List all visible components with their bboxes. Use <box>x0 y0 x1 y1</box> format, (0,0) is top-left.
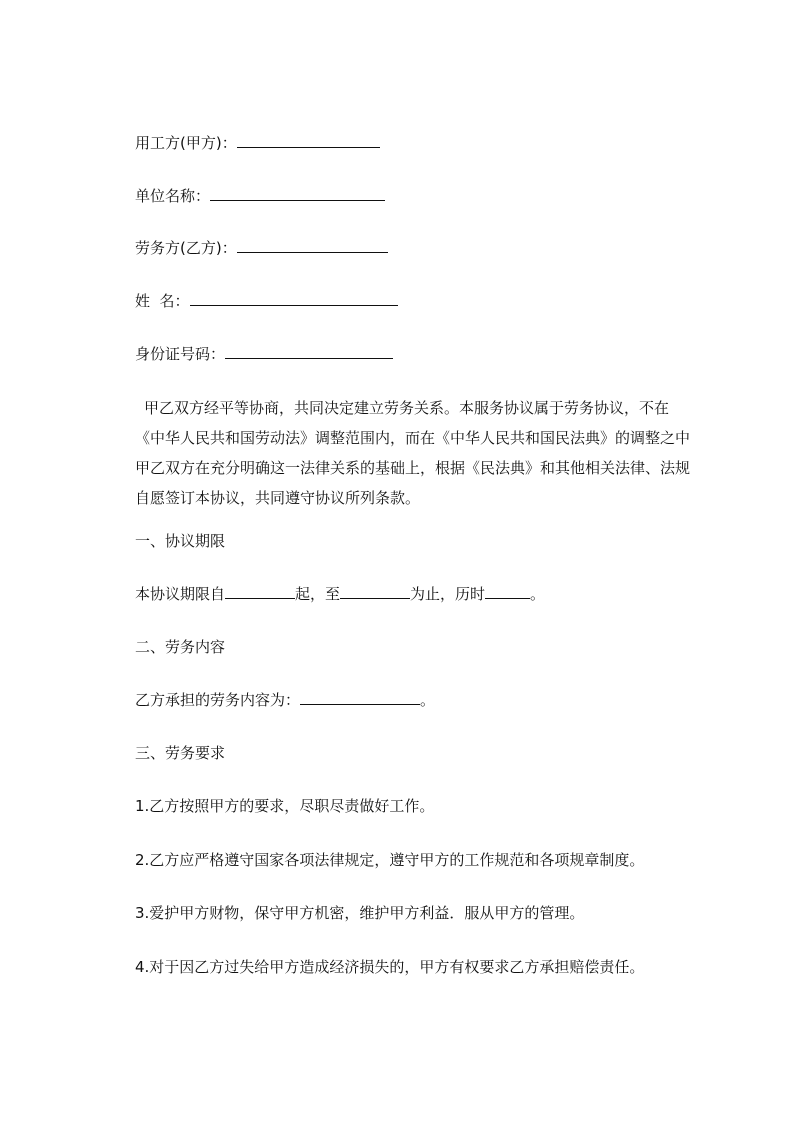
start-date-blank[interactable] <box>225 584 295 599</box>
intro-line: 甲乙双方经平等协商，共同决定建立劳务关系。本服务协议属于劳务协议，不在 <box>144 399 670 417</box>
name-label: 姓 名： <box>135 292 190 310</box>
employer-blank[interactable] <box>237 133 380 148</box>
term-clause <box>135 584 545 604</box>
id-number-label: 身份证号码： <box>135 345 226 363</box>
name-field <box>135 291 398 311</box>
requirement-item-2: 2.乙方应严格遵守国家各项法律规定，遵守甲方的工作规范和各项规章制度。 <box>135 851 645 869</box>
intro-paragraph <box>135 393 691 513</box>
term-text-end: 。 <box>530 585 546 603</box>
id-number-blank[interactable] <box>225 344 393 359</box>
id-number-field <box>135 344 393 364</box>
unit-name-label: 单位名称： <box>135 187 211 205</box>
section3-heading: 三、劳务要求 <box>135 744 226 762</box>
unit-name-blank[interactable] <box>210 186 385 201</box>
content-text: 乙方承担的劳务内容为： <box>135 691 301 709</box>
content-text-end: 。 <box>420 691 436 709</box>
section2-heading: 二、劳务内容 <box>135 638 226 656</box>
term-text-until: 为止，历时 <box>410 585 486 603</box>
requirement-item-4: 4.对于因乙方过失给甲方造成经济损失的，甲方有权要求乙方承担赔偿责任。 <box>135 958 645 976</box>
unit-name-field <box>135 186 385 206</box>
intro-line: 自愿签订本协议，共同遵守协议所列条款。 <box>135 489 421 507</box>
intro-line: 《中华人民共和国劳动法》调整范围内，而在《中华人民共和国民法典》的调整之中 <box>135 429 691 447</box>
employer-field <box>135 133 380 153</box>
content-blank[interactable] <box>300 690 420 705</box>
section1-heading: 一、协议期限 <box>135 532 226 550</box>
employer-label: 用工方(甲方)： <box>135 134 237 152</box>
requirement-item-1: 1.乙方按照甲方的要求，尽职尽责做好工作。 <box>135 797 435 815</box>
provider-blank[interactable] <box>237 238 388 253</box>
requirement-item-3: 3.爱护甲方财物，保守甲方机密，维护甲方利益．服从甲方的管理。 <box>135 904 585 922</box>
end-date-blank[interactable] <box>340 584 410 599</box>
provider-field <box>135 238 388 258</box>
term-text-start: 本协议期限自 <box>135 585 226 603</box>
duration-blank[interactable] <box>485 584 530 599</box>
intro-line: 甲乙双方在充分明确这一法律关系的基础上，根据《民法典》和其他相关法律、法规 <box>135 459 691 477</box>
provider-label: 劳务方(乙方)： <box>135 239 237 257</box>
term-text-to: 起，至 <box>295 585 341 603</box>
content-clause <box>135 690 435 710</box>
name-blank[interactable] <box>190 291 398 306</box>
